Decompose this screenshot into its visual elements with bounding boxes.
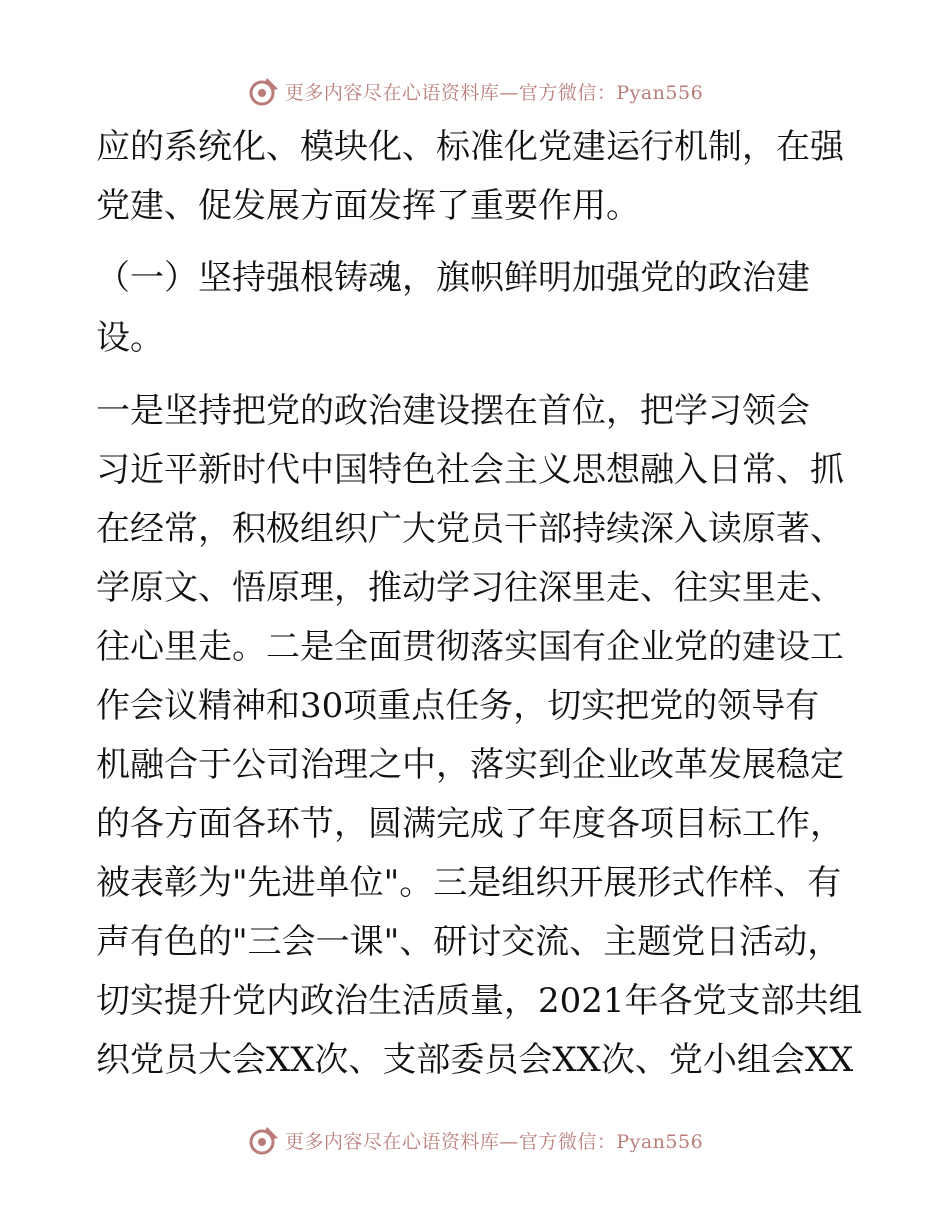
body-line: 作会议精神和30项重点任务，切实把党的领导有 (96, 686, 820, 726)
body-line: 设。 (96, 318, 164, 358)
watermark-text: 更多内容尽在心语资料库—官方微信：Pyan556 (284, 1130, 704, 1153)
body-line: 应的系统化、模块化、标准化党建运行机制，在强 (96, 127, 844, 167)
body-line: 被表彰为"先进单位"。三是组织开展形式作样、有 (96, 863, 842, 903)
body-line: 往心里走。二是全面贯彻落实国有企业党的建设工 (96, 627, 844, 667)
body-line: 的各方面各环节，圆满完成了年度各项目标工作， (96, 804, 844, 844)
body-line: 机融合于公司治理之中，落实到企业改革发展稳定 (96, 745, 844, 785)
watermark-logo-icon (247, 74, 281, 108)
body-line: 学原文、悟原理，推动学习往深里走、往实里走、 (96, 568, 844, 608)
body-line: 声有色的"三会一课"、研讨交流、主题党日活动， (96, 922, 842, 962)
body-line: 党建、促发展方面发挥了重要作用。 (96, 186, 640, 226)
body-line: （一）坚持强根铸魂，旗帜鲜明加强党的政治建 (96, 258, 810, 298)
body-line: 习近平新时代中国特色社会主义思想融入日常、抓 (96, 450, 844, 490)
body-line: 一是坚持把党的政治建设摆在首位，把学习领会 (96, 391, 810, 431)
watermark-logo-icon (247, 1123, 281, 1157)
body-line: 在经常，积极组织广大党员干部持续深入读原著、 (96, 509, 844, 549)
watermark-text: 更多内容尽在心语资料库—官方微信：Pyan556 (284, 81, 704, 104)
footer-watermark (0, 1120, 950, 1160)
header-watermark (0, 71, 950, 111)
body-line: 织党员大会XX次、支部委员会XX次、党小组会XX (96, 1040, 854, 1080)
body-line: 切实提升党内政治生活质量，2021年各党支部共组 (96, 981, 863, 1021)
